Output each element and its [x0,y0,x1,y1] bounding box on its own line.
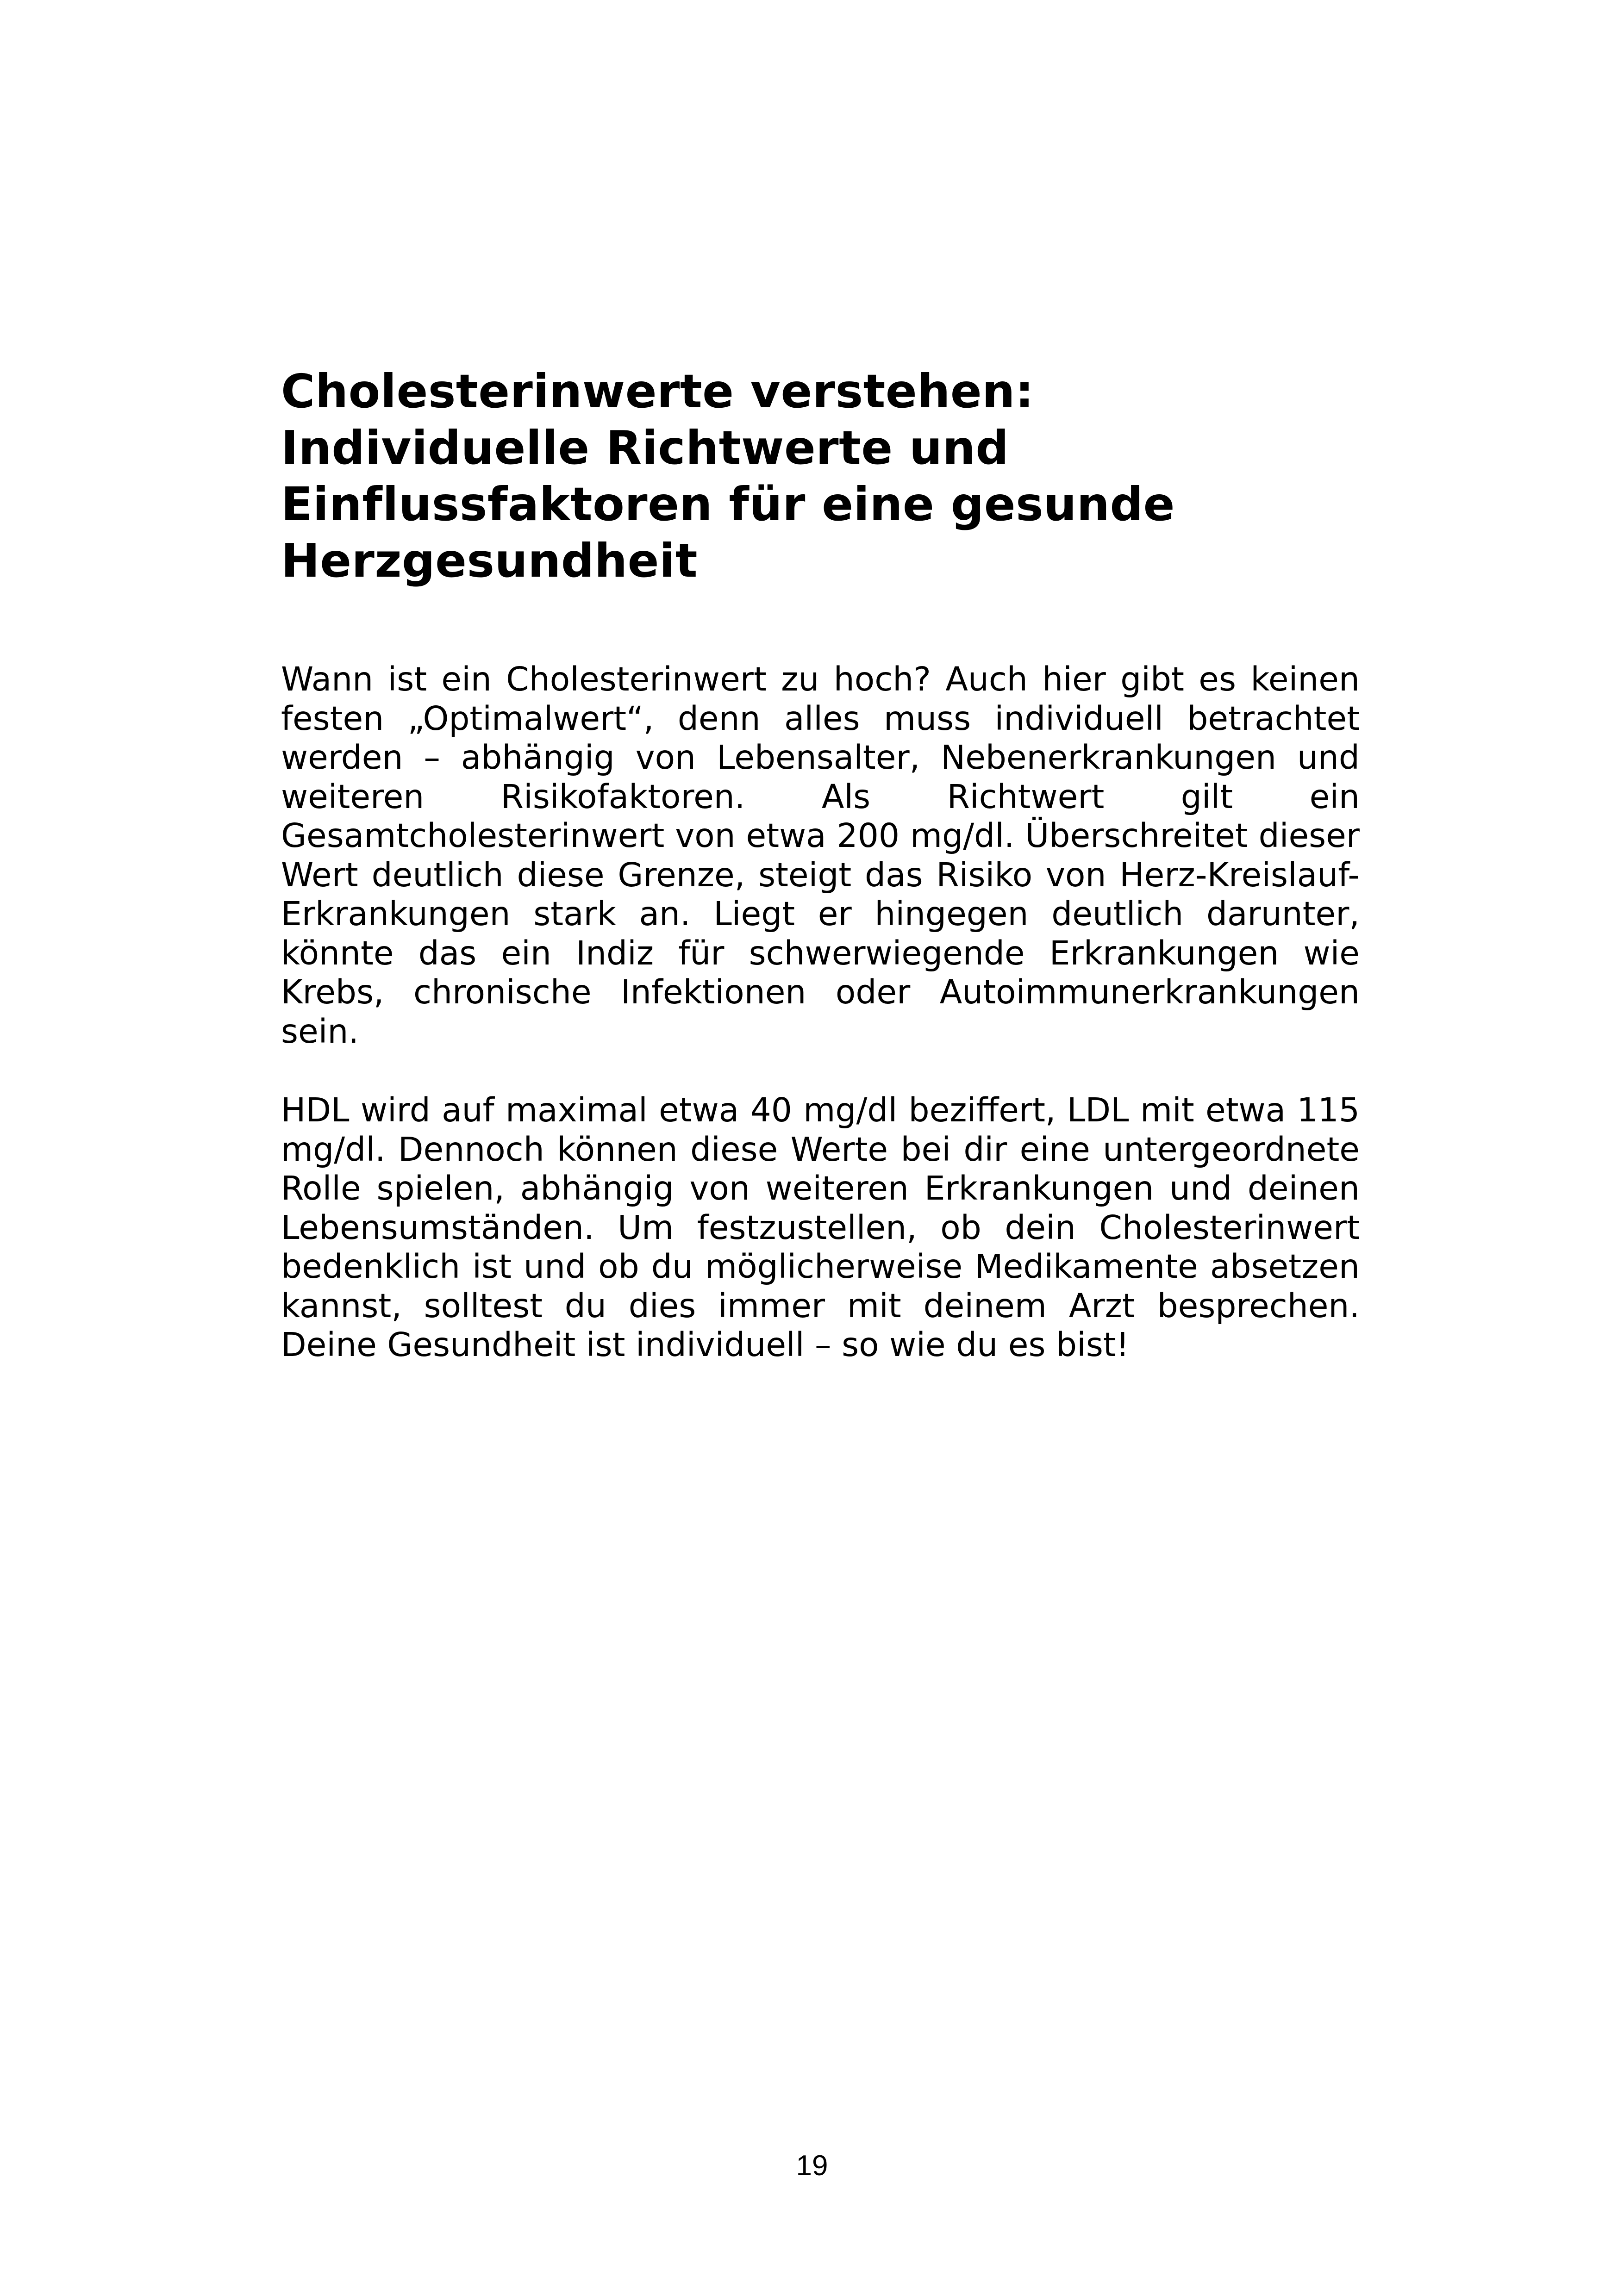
title-line: Herzgesundheit [281,534,698,588]
title-line: Einflussfaktoren für eine gesunde [281,477,1175,531]
page-number: 19 [796,2150,828,2182]
title-line: Cholesterinwerte verstehen: [281,364,1034,418]
title-line: Individuelle Richtwerte und [281,421,1009,475]
body-paragraph-cholesterol-threshold: Wann ist ein Cholesterinwert zu hoch? Auch hier gibt es keinen festen „Optimalwert“, denn alles muss individuell betrachtet werden – abhängig von Lebensalter, Nebenerkrankungen und weiteren Risikofaktoren. Als Richtwert gilt ein Gesamtcholesterinwert von etwa 200 mg/dl. Überschreitet dieser Wert deutlich diese Grenze, steigt das Risiko von Herz-Kreislauf-Erkrankungen stark an. Liegt er hingegen deutlich darunter, könnte das ein Indiz für schwerwiegende Erkrankungen wie Krebs, chronische Infektionen oder Autoimmunerkrankungen sein. [281,660,1360,1051]
page-title [281,363,1360,589]
body-paragraph-hdl-ldl-values: HDL wird auf maximal etwa 40 mg/dl beziffert, LDL mit etwa 115 mg/dl. Dennoch können diese Werte bei dir eine untergeordnete Rolle spielen, abhängig von weiteren Erkrankungen und deinen Lebensumständen. Um festzustellen, ob dein Cholesterinwert bedenklich ist und ob du möglicherweise Medikamente absetzen kannst, solltest du dies immer mit deinem Arzt besprechen. Deine Gesundheit ist individuell – so wie du es bist! [281,1091,1360,1364]
page-content [281,363,1360,1365]
